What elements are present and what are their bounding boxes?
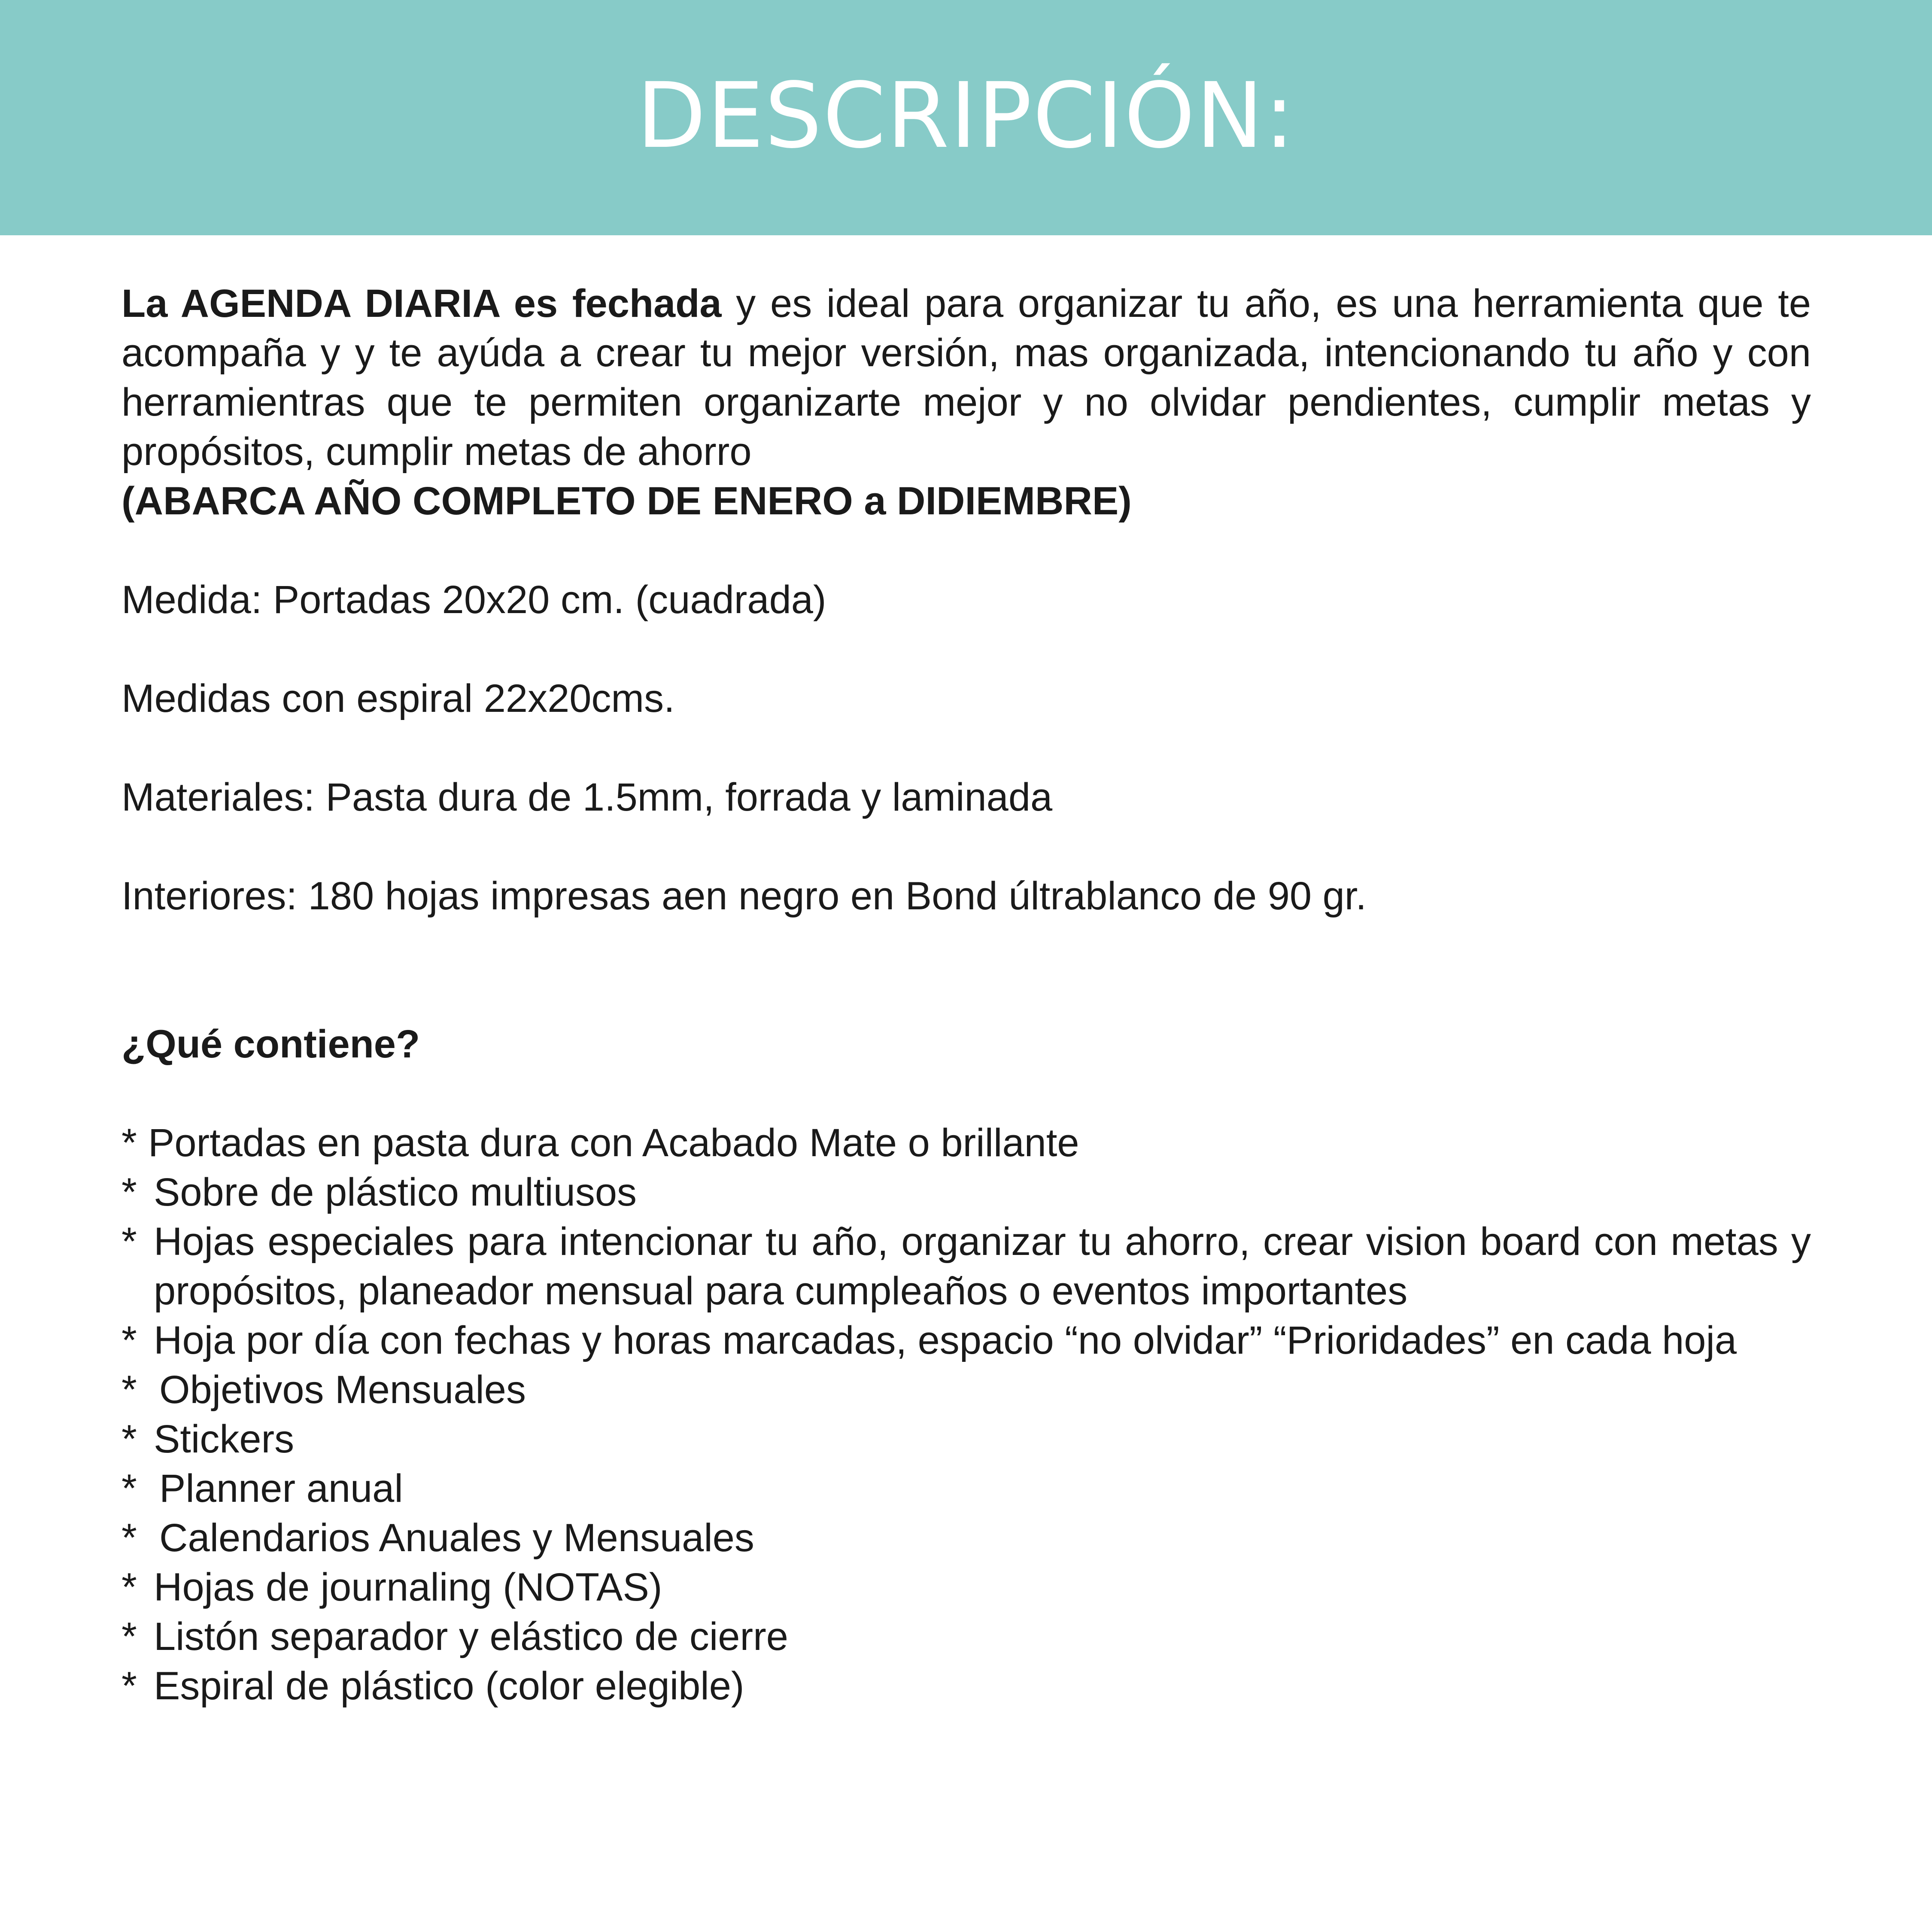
bullet-asterisk: * xyxy=(122,1220,137,1264)
list-item: * Sobre de plástico multiusos xyxy=(122,1168,1811,1217)
intro-paragraph xyxy=(122,279,1811,477)
coverage-note: (ABARCA AÑO COMPLETO DE ENERO a DIDIEMBRE) xyxy=(122,479,1132,523)
bullet-asterisk: * xyxy=(122,1467,137,1510)
bullet-asterisk: * xyxy=(122,1615,137,1659)
list-item: * Hojas de journaling (NOTAS) xyxy=(122,1563,1811,1612)
list-item: * Portadas en pasta dura con Acabado Mate o brillante xyxy=(122,1118,1811,1168)
bullet-asterisk: * xyxy=(122,1368,137,1412)
bullet-asterisk: * xyxy=(122,1664,137,1708)
bullet-asterisk: * xyxy=(122,1565,137,1609)
list-item: * Hoja por día con fechas y horas marcadas, espacio “no olvidar” “Prioridades” en cada hoja xyxy=(122,1316,1811,1365)
bullet-asterisk: * xyxy=(122,1417,137,1461)
spec-medidas-espiral: Medidas con espiral 22x20cms. xyxy=(122,677,675,720)
list-item: * Stickers xyxy=(122,1415,1811,1464)
bullet-asterisk: * xyxy=(122,1318,137,1362)
list-item: * Calendarios Anuales y Mensuales xyxy=(122,1513,1811,1563)
contents-heading: ¿Qué contiene? xyxy=(122,1022,420,1066)
spec-interiores: Interiores: 180 hojas impresas aen negro en Bond últrablanco de 90 gr. xyxy=(122,874,1367,918)
bullet-asterisk: * xyxy=(122,1121,137,1165)
spec-medida: Medida: Portadas 20x20 cm. (cuadrada) xyxy=(122,578,826,622)
bullet-asterisk: * xyxy=(122,1170,137,1214)
bullet-asterisk: * xyxy=(122,1516,137,1560)
description-body xyxy=(122,279,1811,1711)
contents-list xyxy=(122,1118,1811,1711)
list-item: * Espiral de plástico (color elegible) xyxy=(122,1662,1811,1711)
intro-text: y es ideal para organizar tu año, es una herramienta que te acompaña y y te ayúda a crear tu mejor versión, mas organizada, intencionando tu año y con herramientras que te permiten organizarte mejor y no olvidar pendientes, cumplir metas y propósitos, cumplir metas de ahorro xyxy=(122,282,1811,474)
page-title: DESCRIPCIÓN: xyxy=(636,63,1296,168)
list-item: * Planner anual xyxy=(122,1464,1811,1513)
spec-materiales: Materiales: Pasta dura de 1.5mm, forrada y laminada xyxy=(122,775,1053,819)
header-band xyxy=(0,0,1932,235)
intro-bold-lead: La AGENDA DIARIA es fechada xyxy=(122,282,722,325)
list-item: * Listón separador y elástico de cierre xyxy=(122,1612,1811,1662)
list-item: * Objetivos Mensuales xyxy=(122,1365,1811,1415)
list-item: * Hojas especiales para intencionar tu año, organizar tu ahorro, crear vision board con metas y propósitos, planeador mensual para cumpleaños o eventos importantes xyxy=(122,1217,1811,1316)
